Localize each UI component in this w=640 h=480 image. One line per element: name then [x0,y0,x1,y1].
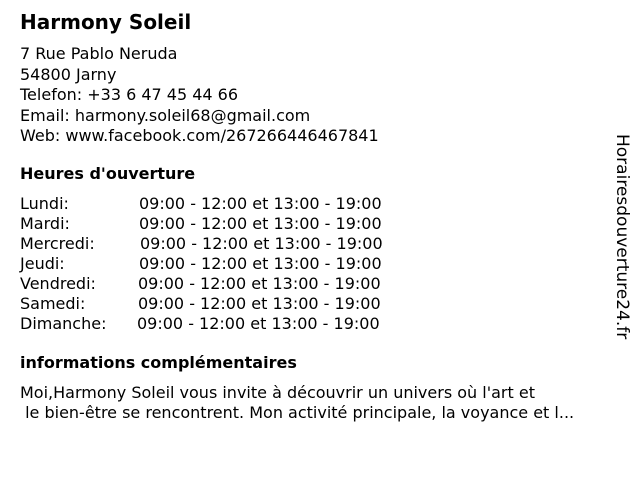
hours-row [20,214,440,234]
hours-day: Dimanche: [20,314,107,333]
hours-day: Lundi: [20,194,69,213]
hours-day: Jeudi: [20,254,65,273]
phone-line: Telefon: +33 6 47 45 44 66 [20,85,239,104]
hours-time: 09:00 - 12:00 et 13:00 - 19:00 [137,314,380,333]
web-line: Web: www.facebook.com/267266446467841 [20,126,379,145]
hours-time: 09:00 - 12:00 et 13:00 - 19:00 [139,194,382,213]
address-city: 54800 Jarny [20,64,117,84]
email-line: Email: harmony.soleil68@gmail.com [20,105,311,125]
hours-day: Mardi: [20,214,70,233]
hours-time: 09:00 - 12:00 et 13:00 - 19:00 [138,274,381,293]
hours-time: 09:00 - 12:00 et 13:00 - 19:00 [139,254,382,273]
hours-row [20,254,440,274]
hours-time: 09:00 - 12:00 et 13:00 - 19:00 [140,234,383,253]
contact-block [20,44,379,147]
hours-day: Vendredi: [20,274,96,293]
address-street: 7 Rue Pablo Neruda [20,44,178,63]
description-line: Moi,Harmony Soleil vous invite à découvrir un univers où l'art et [20,383,535,402]
hours-row [20,234,440,254]
hours-row [20,194,440,214]
hours-day: Samedi: [20,294,86,313]
business-name: Harmony Soleil [20,10,192,34]
description [20,383,574,423]
hours-day: Mercredi: [20,234,95,253]
description-line: le bien-être se rencontrent. Mon activité principale, la voyance et l... [20,403,575,422]
hours-time: 09:00 - 12:00 et 13:00 - 19:00 [138,294,381,313]
additional-info-title: informations complémentaires [20,353,297,372]
hours-row [20,274,440,294]
opening-hours-title: Heures d'ouverture [20,164,196,183]
hours-row [20,314,440,334]
hours-time: 09:00 - 12:00 et 13:00 - 19:00 [139,214,382,233]
hours-row [20,294,440,314]
opening-hours-table [20,194,440,334]
site-watermark-text: Horairesdouverture24.fr [612,134,632,340]
site-watermark [612,134,632,374]
